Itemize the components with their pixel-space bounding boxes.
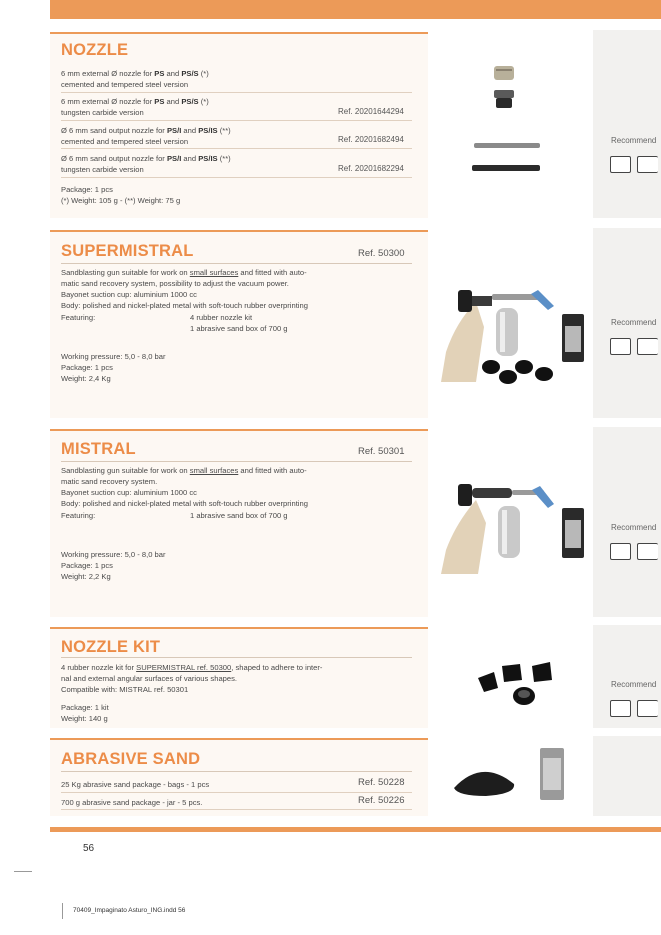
mistral-recommended-label: Recommend — [611, 523, 657, 532]
divider — [61, 809, 412, 810]
abrasive-sand-row-2-ref: Ref. 50226 — [358, 795, 405, 806]
nozzle-title: NOZZLE — [61, 41, 129, 59]
divider — [61, 92, 412, 93]
supermistral-feature-2: 1 abrasive sand box of 700 g — [190, 324, 288, 333]
nozzle-kit-recommended-label: Recommend — [611, 680, 657, 689]
nozzle-package: Package: 1 pcs — [61, 185, 113, 194]
nozzle-kit-image — [476, 660, 560, 710]
supermistral-description: Sandblasting gun suitable for work on small surfaces and fitted with auto- matic sand recovery system, possibility to adjust the vacuum power. Bayonet suction cup: aluminium 1000 cc Body: polished and nickel-plated metal with soft-touch rubber overprinting — [61, 268, 308, 310]
nozzle-kit-package: Package: 1 kit — [61, 703, 109, 712]
divider — [61, 177, 412, 178]
nozzle-item-3-ref: Ref. 20201682494 — [338, 135, 404, 144]
mistral-weight: Weight: 2,2 Kg — [61, 572, 111, 581]
abrasive-sand-title: ABRASIVE SAND — [61, 750, 201, 768]
nozzle-item-4: Ø 6 mm sand output nozzle for PS/I and PS/IS (**) tungsten carbide version — [61, 154, 231, 174]
divider — [61, 120, 412, 121]
divider — [61, 148, 412, 149]
nozzle-weight: (*) Weight: 105 g - (**) Weight: 75 g — [61, 196, 181, 205]
supermistral-feature-1: 4 rubber nozzle kit — [190, 313, 253, 322]
mistral-image — [436, 478, 592, 582]
top-accent-bar — [50, 0, 661, 19]
nozzle-item-1: 6 mm external Ø nozzle for PS and PS/S (*) cemented and tempered steel version — [61, 69, 209, 89]
nozzle-recommended-panel — [593, 30, 661, 218]
factory-icon — [637, 338, 658, 355]
supermistral-ref: Ref. 50300 — [358, 248, 405, 259]
abrasive-sand-row-1: 25 Kg abrasive sand package - bags - 1 pcs — [61, 780, 210, 789]
mistral-featuring-label: Featuring: — [61, 511, 96, 520]
divider — [61, 263, 412, 264]
factory-icon — [637, 543, 658, 560]
nozzle-kit-title: NOZZLE KIT — [61, 638, 161, 656]
abrasive-sand-row-1-ref: Ref. 50228 — [358, 777, 405, 788]
nozzle-item-3: Ø 6 mm sand output nozzle for PS/I and PS/IS (**) cemented and tempered steel version — [61, 126, 231, 146]
nozzle-item-2-ref: Ref. 20201644294 — [338, 107, 404, 116]
divider — [61, 771, 412, 772]
car-icon — [610, 156, 631, 173]
abrasive-sand-recommended-panel — [593, 736, 661, 816]
nozzle-image — [470, 60, 550, 180]
mistral-feature-1: 1 abrasive sand box of 700 g — [190, 511, 288, 520]
supermistral-pressure: Working pressure: 5,0 - 8,0 bar — [61, 352, 166, 361]
footer-filename: 70409_Impaginato Asturo_ING.indd 56 — [73, 907, 186, 914]
mistral-pressure: Working pressure: 5,0 - 8,0 bar — [61, 550, 166, 559]
supermistral-weight: Weight: 2,4 Kg — [61, 374, 111, 383]
supermistral-recommended-label: Recommend — [611, 318, 657, 327]
divider — [61, 461, 412, 462]
nozzle-item-4-ref: Ref. 20201682294 — [338, 164, 404, 173]
mistral-description: Sandblasting gun suitable for work on small surfaces and fitted with auto- matic sand recovery system. Bayonet suction cup: aluminium 1000 cc Body: polished and nickel-plated metal with soft-touch rubber overprinting — [61, 466, 308, 508]
abrasive-sand-row-2: 700 g abrasive sand package - jar - 5 pcs. — [61, 798, 203, 807]
supermistral-package: Package: 1 pcs — [61, 363, 113, 372]
page-number: 56 — [83, 843, 95, 854]
car-icon — [610, 543, 631, 560]
car-icon — [610, 338, 631, 355]
crop-mark — [62, 903, 63, 919]
mistral-ref: Ref. 50301 — [358, 446, 405, 457]
nozzle-kit-weight: Weight: 140 g — [61, 714, 108, 723]
factory-icon — [637, 156, 658, 173]
bottom-accent-bar — [50, 827, 661, 832]
nozzle-kit-description: 4 rubber nozzle kit for SUPERMISTRAL ref. 50300, shaped to adhere to inter- nal and external angular surfaces of various shapes. Compatible with: MISTRAL ref. 50301 — [61, 663, 323, 694]
supermistral-title: SUPERMISTRAL — [61, 242, 194, 260]
nozzle-item-2: 6 mm external Ø nozzle for PS and PS/S (*) tungsten carbide version — [61, 97, 209, 117]
abrasive-sand-image — [452, 744, 588, 804]
mistral-title: MISTRAL — [61, 440, 136, 458]
mistral-recommended-panel — [593, 427, 661, 617]
mistral-package: Package: 1 pcs — [61, 561, 113, 570]
divider — [61, 792, 412, 793]
car-icon — [610, 700, 631, 717]
factory-icon — [637, 700, 658, 717]
supermistral-featuring-label: Featuring: — [61, 313, 96, 322]
divider — [61, 657, 412, 658]
nozzle-recommended-label: Recommend — [611, 136, 657, 145]
crop-mark — [14, 871, 32, 872]
supermistral-image — [436, 282, 592, 392]
